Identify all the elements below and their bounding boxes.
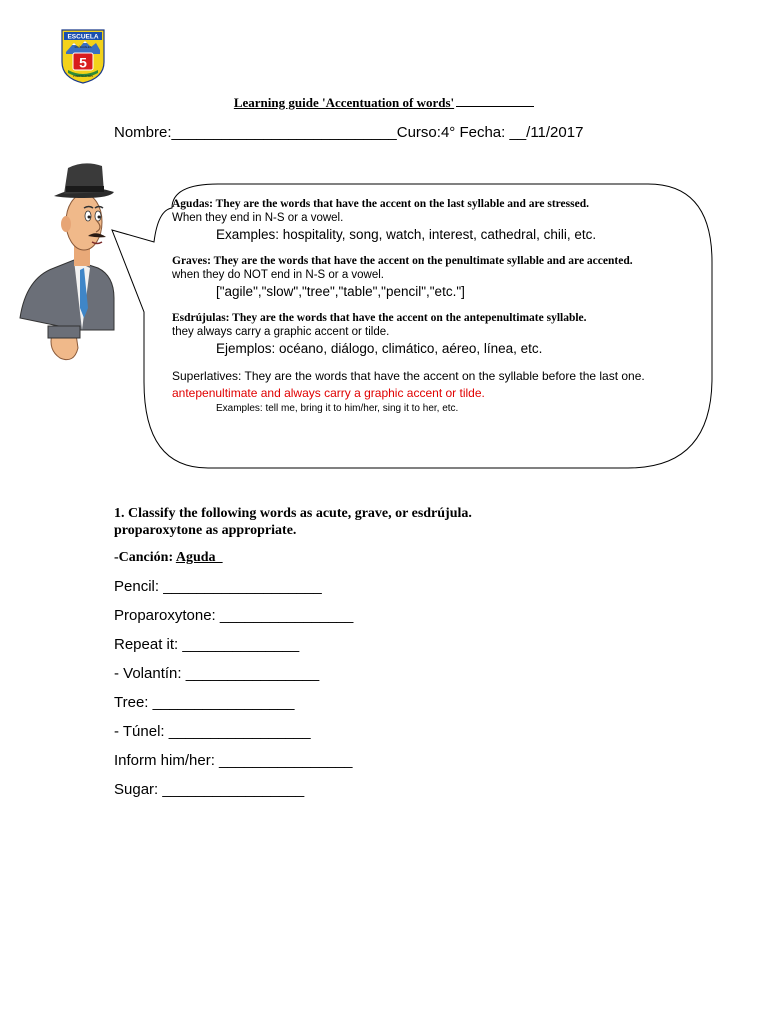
svg-text:5: 5 <box>79 54 87 71</box>
accent-rules <box>172 197 692 416</box>
title-text: Learning guide 'Accentuation of words' <box>233 95 455 110</box>
name-course-date-line: Nombre:___________________________Curso:4° Fecha: __/11/2017 <box>114 124 584 141</box>
exercise-instruction-line2: proparoxytone as appropriate. <box>114 523 297 538</box>
rule-graves-condition: when they do NOT end in N-S or a vowel. <box>172 269 385 281</box>
exercise-item: Pencil: ___________________ <box>114 578 322 595</box>
exercise-item: Sugar: _________________ <box>114 781 305 798</box>
rule-esdrujulas-condition: they always carry a graphic accent or tilde. <box>172 326 390 338</box>
svg-text:MAÑIHUALES: MAÑIHUALES <box>74 46 92 49</box>
rule-esdrujulas-examples: Ejemplos: océano, diálogo, climático, aéreo, línea, etc. <box>216 341 543 356</box>
exercise-sample <box>114 549 674 567</box>
rule-superlatives <box>172 368 692 416</box>
rule-superlatives-heading: Superlatives: They are the words that have the accent on the syllable before the last one. <box>172 369 645 383</box>
rule-agudas-condition: When they end in N-S or a vowel. <box>172 212 344 224</box>
exercise-item: - Túnel: _________________ <box>114 723 311 740</box>
rule-agudas <box>172 197 692 244</box>
rule-esdrujulas <box>172 311 692 358</box>
exercise-instruction-line1: 1. Classify the following words as acute, grave, or esdrújula. <box>114 506 472 521</box>
rule-agudas-examples: Examples: hospitality, song, watch, interest, cathedral, chili, etc. <box>216 227 597 242</box>
exercise-sample-answer: Aguda_ <box>175 550 223 565</box>
page-title <box>0 94 768 111</box>
exercise-item: Tree: _________________ <box>114 694 295 711</box>
rule-graves-heading: Graves: They are the words that have the accent on the penultimate syllable and are accented. <box>172 255 633 267</box>
exercise-item: Proparoxytone: ________________ <box>114 607 354 624</box>
rule-superlatives-examples: Examples: tell me, bring it to him/her, sing it to her, etc. <box>216 403 459 414</box>
svg-text:PUERTO AYSÉN: PUERTO AYSÉN <box>73 75 93 78</box>
exercise-item: Inform him/her: ________________ <box>114 752 353 769</box>
exercise-item: Repeat it: ______________ <box>114 636 300 653</box>
exercise-section <box>114 505 674 804</box>
rule-graves-examples: ["agile","slow","tree","table","pencil","etc."] <box>216 284 465 299</box>
rule-agudas-heading: Agudas: They are the words that have the accent on the last syllable and are stressed. <box>172 198 589 210</box>
title-underline-blank <box>456 94 534 107</box>
rule-esdrujulas-heading: Esdrújulas: They are the words that have the accent on the antepenultimate syllable. <box>172 312 587 324</box>
cartoon-teacher-illustration <box>18 158 122 366</box>
svg-text:ESCUELA: ESCUELA <box>67 33 99 41</box>
rule-superlatives-condition: antepenultimate and always carry a graphic accent or tilde. <box>172 386 485 400</box>
exercise-item: - Volantín: ________________ <box>114 665 320 682</box>
school-crest-logo <box>60 28 106 84</box>
exercise-sample-word: -Canción: <box>114 550 176 565</box>
rule-graves <box>172 254 692 301</box>
